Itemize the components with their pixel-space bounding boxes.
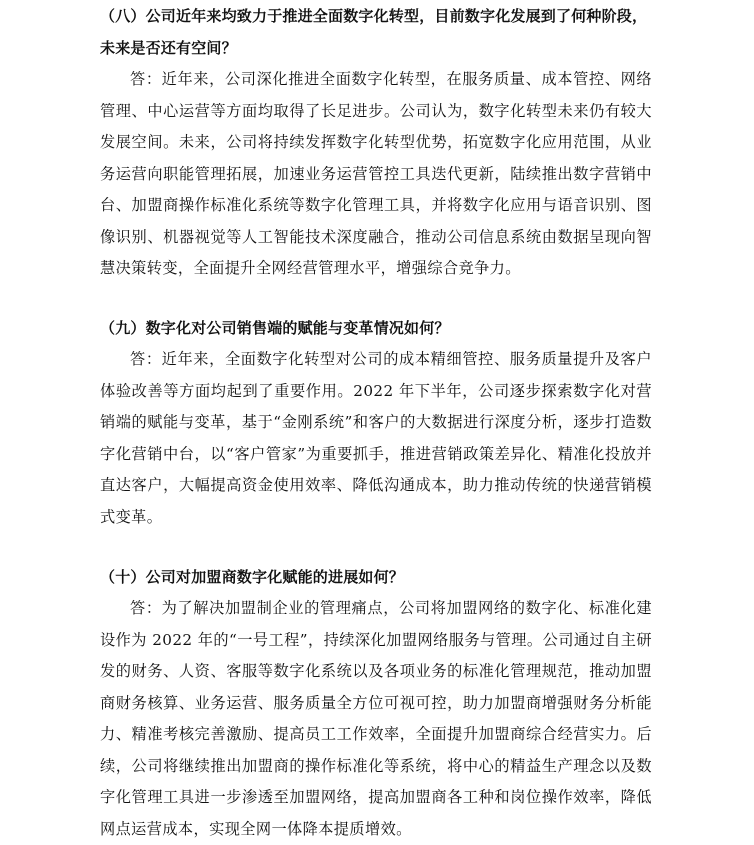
section-answer-9: 答：近年来，全面数字化转型对公司的成本精细管控、服务质量提升及客户体验改善等方面均起到了重要作用。2022 年下半年，公司逐步探索数字化对营销端的赋能与变革，基于“金刚系统”和客户的大数据进行深度分析，逐步打造数字化营销中台，以“客户管家”为重要抓手，推进营销政策差异化、精准化投放并直达客户，大幅提高资金使用效率、降低沟通成本，助力推动传统的快递营销模式变革。 bbox=[100, 350, 652, 526]
section-answer-10: 答：为了解决加盟制企业的管理痛点，公司将加盟网络的数字化、标准化建设作为 2022 年的“一号工程”，持续深化加盟网络服务与管理。公司通过自主研发的财务、人资、客服等数字化系统以及各项业务的标准化管理规范，推动加盟商财务核算、业务运营、服务质量全方位可视可控，助力加盟商增强财务分析能力、精准考核完善激励、提高员工工作效率，全面提升加盟商综合经营实力。后续，公司将继续推出加盟商的操作标准化等系统，将中心的精益生产理念以及数字化管理工具进一步渗透至加盟网络，提高加盟商各工种和岗位操作效率，降低网点运营成本，实现全网一体降本提质增效。 bbox=[100, 599, 652, 838]
section-heading-8: （八）公司近年来均致力于推进全面数字化转型，目前数字化发展到了何种阶段，未来是否还有空间？ bbox=[100, 7, 648, 57]
section-answer-8: 答：近年来，公司深化推进全面数字化转型，在服务质量、成本管控、网络管理、中心运营等方面均取得了长足进步。公司认为，数字化转型未来仍有较大发展空间。未来，公司将持续发挥数字化转型优势，拓宽数字化应用范围，从业务运营向职能管理拓展，加速业务运营管控工具迭代更新，陆续推出数字营销中台、加盟商操作标准化系统等数字化管理工具，并将数字化应用与语音识别、图像识别、机器视觉等人工智能技术深度融合，推动公司信息系统由数据呈现向智慧决策转变，全面提升全网经营管理水平，增强综合竞争力。 bbox=[100, 70, 652, 277]
section-heading-10: （十）公司对加盟商数字化赋能的进展如何？ bbox=[100, 568, 405, 586]
section-heading-9: （九）数字化对公司销售端的赋能与变革情况如何？ bbox=[100, 319, 450, 337]
